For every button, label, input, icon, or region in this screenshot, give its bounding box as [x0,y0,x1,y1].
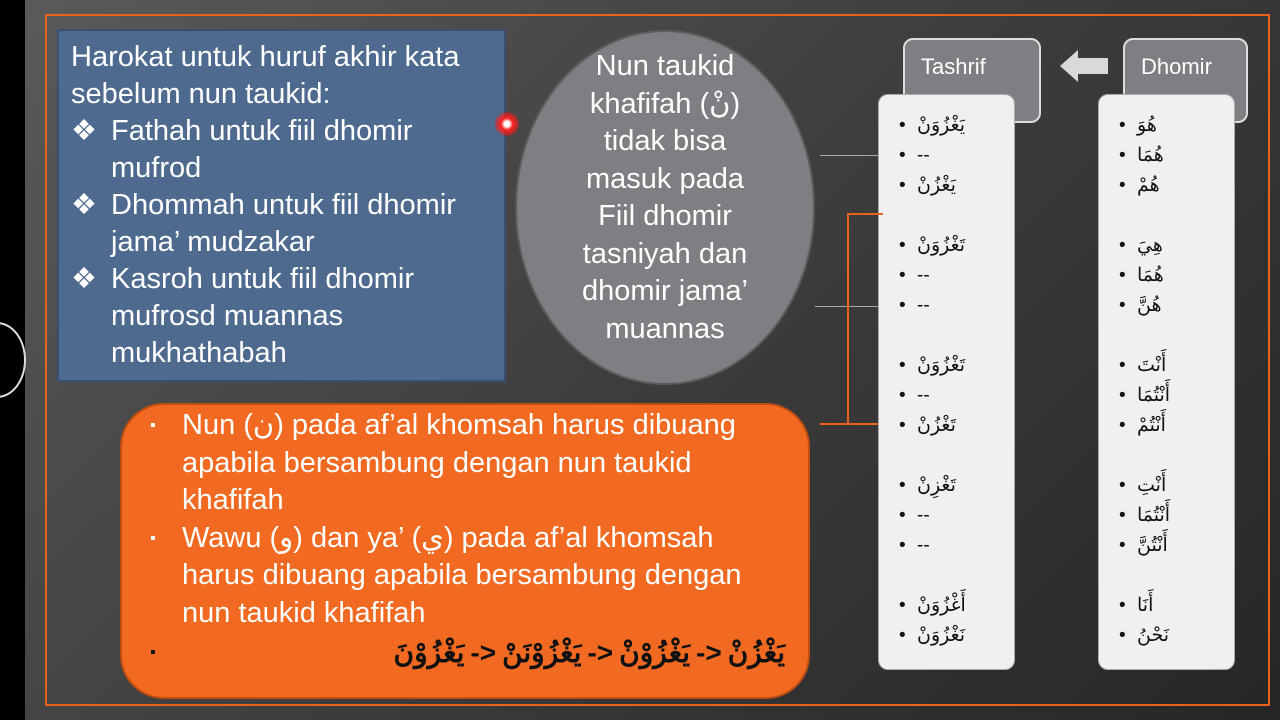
tashrif-item: • تَغْزِنْ [899,471,1014,501]
harokat-item: ❖ Dhommah untuk fiil dhomir jama’ mudzakar [71,189,456,258]
tashrif-list [878,94,1015,670]
harokat-item: ❖ Fathah untuk fiil dhomir mufrod [71,115,413,184]
group-gap [899,441,1014,471]
tashrif-item: • -- [899,141,1014,171]
rule-item: ▪ Wawu (و) dan ya’ (ي) pada af’al khomsah harus dibuang apabila bersambung dengan nun taukid khafifah [150,521,742,629]
arrow-left-icon [1060,50,1108,82]
group-gap [1119,441,1234,471]
dhomir-item: • نَحْنُ [1119,621,1234,651]
tashrif-item: • يَغْزُنْ [899,171,1014,201]
group-gap [1119,561,1234,591]
tashrif-header: Tashrif [903,38,1041,123]
laser-pointer [495,112,519,136]
tashrif-item: • أَغْزُوَنْ [899,591,1014,621]
rule-item: ▪ Nun (ن) pada af’al khomsah harus dibuang apabila bersambung dengan nun taukid khafifah [150,409,736,516]
tashrif-item: • تَغْزُنْ [899,411,1014,441]
dhomir-item: • هُنَّ [1119,291,1234,321]
group-gap [899,561,1014,591]
group-gap [1119,321,1234,351]
connector-line [820,423,878,425]
dhomir-list [1098,94,1235,670]
dhomir-item: • أَنَا [1119,591,1234,621]
connector-line [847,213,849,423]
connector-line [847,213,883,215]
dhomir-item: • هُمَا [1119,141,1234,171]
harokat-title: Harokat untuk huruf akhir kata sebelum nun taukid: [71,41,460,110]
tashrif-item: • يَغْزُوَنْ [899,111,1014,141]
dhomir-item: • أَنْتَ [1119,351,1234,381]
rule-example: ▪ يَغْزُوْنَ -> يَغْزُوْنَنْ -> يَغْزُوْنْ -> يَغْزُنْ [182,634,788,672]
harokat-box [57,29,506,382]
dhomir-item: • أَنْتُمَا [1119,501,1234,531]
nun-taukid-circle: Nun taukid khafifah (نْ) tidak bisa masuk pada Fiil dhomir tasniyah dan dhomir jama’ muannas [515,30,815,385]
dhomir-header: Dhomir [1123,38,1248,123]
pointer-arrow [820,155,878,156]
tashrif-item: • -- [899,381,1014,411]
dhomir-item: • هُمْ [1119,171,1234,201]
group-gap [899,201,1014,231]
tashrif-item: • -- [899,291,1014,321]
group-gap [899,321,1014,351]
dhomir-item: • هِيَ [1119,231,1234,261]
harokat-item: ❖ Kasroh untuk fiil dhomir mufrosd muannas mukhathabah [71,263,415,369]
tashrif-item: • -- [899,261,1014,291]
tashrif-item: • -- [899,501,1014,531]
dhomir-item: • أَنْتُمَا [1119,381,1234,411]
tashrif-item: • -- [899,531,1014,561]
dhomir-item: • أَنْتُمْ [1119,411,1234,441]
tashrif-item: • تَغْزُوَنْ [899,351,1014,381]
nav-button[interactable] [0,322,26,398]
dhomir-item: • أَنْتِ [1119,471,1234,501]
example-chain: يَغْزُوْنَ -> يَغْزُوْنَنْ -> يَغْزُوْنْ -> يَغْزُنْ [393,637,785,668]
group-gap [1119,201,1234,231]
dhomir-item: • أَنْتُنَّ [1119,531,1234,561]
dhomir-item: • هُوَ [1119,111,1234,141]
dhomir-item: • هُمَا [1119,261,1234,291]
slide [25,0,1280,720]
tashrif-item: • نَغْزُوَنْ [899,621,1014,651]
tashrif-item: • تَغْزُوَنْ [899,231,1014,261]
rules-box [120,403,810,699]
